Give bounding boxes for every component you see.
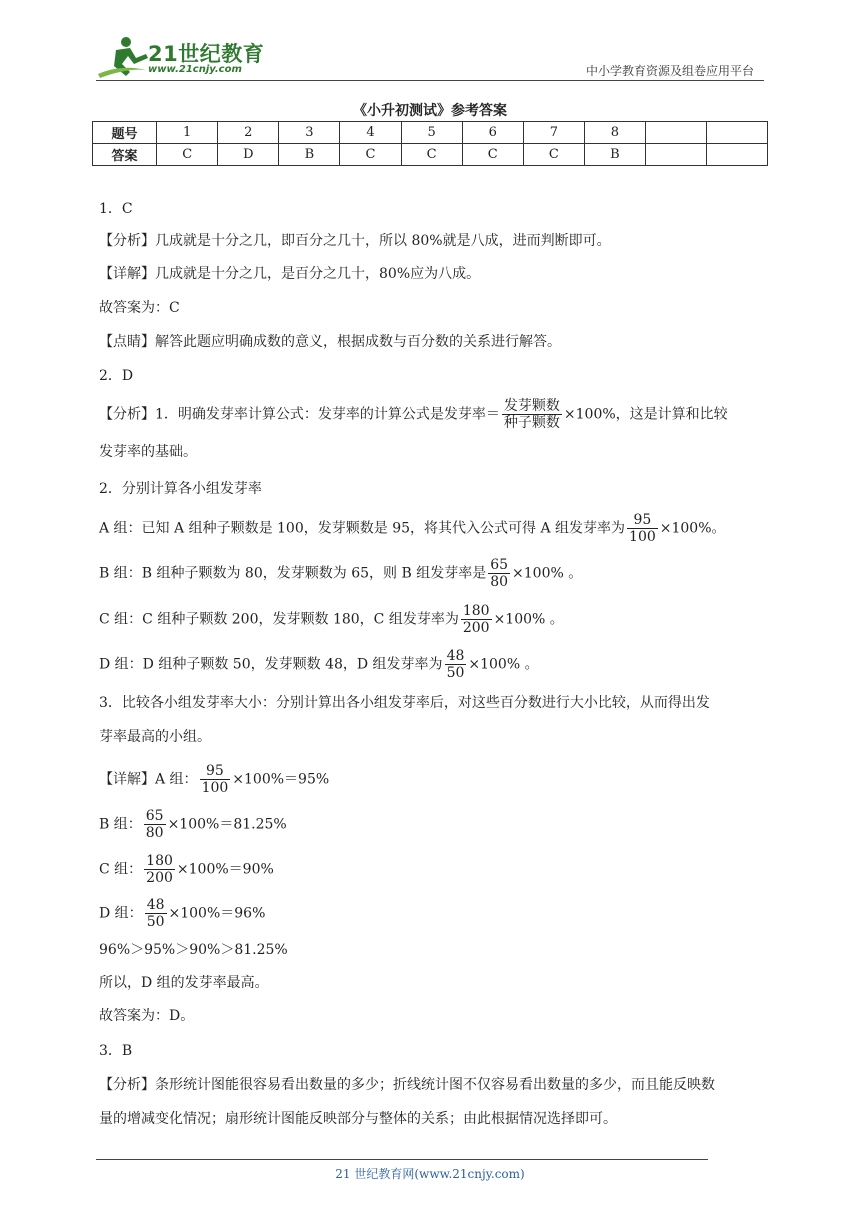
fraction-numerator: 48 [146, 897, 165, 913]
platform-name: 中小学教育资源及组卷应用平台 [585, 64, 754, 78]
q2-analysis-continued: 发芽率的基础。 [99, 444, 197, 460]
table-row-numbers [93, 122, 768, 144]
fraction-numerator: 65 [490, 557, 509, 573]
fraction-denominator: 100 [201, 780, 229, 796]
germination-formula-fraction [502, 398, 562, 431]
fraction-denominator: 50 [446, 665, 465, 681]
q1-tip: 【点睛】解答此题应明确成数的意义，根据成数与百分数的关系进行解答。 [99, 334, 561, 350]
answer-cell: B [279, 144, 340, 166]
logo-url: www.21cnjy.com [148, 64, 242, 75]
number-cell: 5 [401, 122, 462, 144]
detail-a-prefix: 【详解】A 组： [99, 771, 198, 788]
q2-group-a-line [99, 512, 726, 545]
q3-analysis-continued: 量的增减变化情况；扇形统计图能反映部分与整体的关系；由此根据情况选择即可。 [99, 1111, 617, 1127]
detail-a-result: ×100%＝95% [232, 771, 330, 788]
number-cell: 3 [279, 122, 340, 144]
fraction-c [461, 603, 492, 636]
number-cell: 1 [157, 122, 218, 144]
number-cell [706, 122, 767, 144]
q2-answer: 故答案为：D。 [99, 1008, 195, 1024]
group-c-suffix: ×100% 。 [493, 611, 564, 628]
q2-step2: 2．分别计算各小组发芽率 [99, 481, 262, 497]
page-title: 《小升初测试》参考答案 [353, 103, 507, 119]
number-cell: 2 [218, 122, 279, 144]
fraction-numerator: 95 [200, 763, 231, 780]
q2-step3: 3．比较各小组发芽率大小：分别计算出各小组发芽率后，对这些百分数进行大小比较，从而得出发 [99, 695, 710, 711]
q2-group-d-line [99, 648, 539, 681]
logo-text: 21世纪教育 [148, 42, 265, 66]
fraction-numerator: 95 [627, 512, 658, 529]
fraction-denominator: 80 [145, 825, 164, 841]
footer-divider [96, 1159, 708, 1160]
q2-comparison: 96%＞95%＞90%＞81.25% [99, 942, 288, 958]
group-b-suffix: ×100% 。 [512, 565, 583, 582]
number-cell [646, 122, 707, 144]
fraction-numerator: 180 [462, 603, 490, 619]
answer-cell: D [218, 144, 279, 166]
detail-b-prefix: B 组： [99, 816, 142, 833]
q3-analysis: 【分析】条形统计图能很容易看出数量的多少；折线统计图不仅容易看出数量的多少，而且能反映数 [99, 1077, 715, 1093]
q2-group-b-line [99, 557, 582, 590]
q3-heading: 3．B [99, 1043, 133, 1059]
number-cell: 7 [523, 122, 584, 144]
q2-conclusion: 所以，D 组的发芽率最高。 [99, 975, 269, 991]
q2-detail-a [99, 763, 329, 796]
fraction-denominator: 200 [146, 870, 173, 886]
fraction-b [144, 808, 166, 841]
table-row-answers [93, 144, 768, 166]
number-cell: 6 [462, 122, 523, 144]
detail-d-prefix: D 组： [99, 905, 143, 922]
q2-detail-d [99, 897, 265, 930]
q2-step3-continued: 芽率最高的小组。 [99, 729, 211, 745]
fraction-d [145, 897, 167, 930]
fraction-denominator: 80 [490, 574, 509, 590]
fraction-b [488, 557, 510, 590]
fraction-denominator: 种子颗数 [503, 415, 560, 431]
fraction-d [445, 648, 467, 681]
detail-b-result: ×100%＝81.25% [167, 816, 287, 833]
answer-cell: C [157, 144, 218, 166]
q1-detail: 【详解】几成就是十分之几，是百分之几十，80%应为八成。 [99, 266, 481, 282]
footer-link[interactable]: 21 世纪教育网(www.21cnjy.com) [335, 1167, 525, 1181]
answer-cell: C [401, 144, 462, 166]
q1-answer: 故答案为：C [99, 300, 180, 316]
fraction-numerator: 发芽颗数 [503, 398, 560, 414]
fraction-denominator: 100 [629, 529, 656, 545]
answer-cell: C [340, 144, 401, 166]
fraction-denominator: 200 [462, 620, 490, 636]
fraction-denominator: 50 [146, 914, 165, 930]
answer-table [92, 121, 768, 166]
number-cell: 4 [340, 122, 401, 144]
group-b-text: B 组：B 组种子颗数为 80，发芽颗数为 65，则 B 组发芽率是 [99, 565, 487, 582]
q2-analysis-text-tail: ×100%，这是计算和比较 [563, 406, 728, 423]
group-d-text: D 组：D 组种子颗数 50，发芽颗数 48，D 组发芽率为 [99, 656, 443, 673]
fraction-numerator: 65 [145, 808, 164, 824]
q1-analysis: 【分析】几成就是十分之几，即百分之几十，所以 80%就是八成，进而判断即可。 [99, 233, 611, 249]
answer-cell: C [462, 144, 523, 166]
group-c-text: C 组：C 组种子颗数 200，发芽颗数 180，C 组发芽率为 [99, 611, 459, 628]
q1-heading: 1．C [99, 201, 133, 217]
fraction-c [144, 853, 175, 886]
row-label-number: 题号 [93, 122, 157, 144]
number-cell: 8 [584, 122, 645, 144]
detail-d-result: ×100%＝96% [168, 905, 266, 922]
answer-cell [706, 144, 767, 166]
fraction-a [200, 763, 231, 796]
q2-detail-c [99, 853, 274, 886]
fraction-a [627, 512, 658, 545]
group-d-suffix: ×100% 。 [468, 656, 539, 673]
q2-heading: 2．D [99, 368, 134, 384]
answer-cell: C [523, 144, 584, 166]
q2-detail-b [99, 808, 287, 841]
q2-analysis-line [99, 398, 728, 431]
fraction-numerator: 180 [146, 853, 173, 869]
q2-group-c-line [99, 603, 564, 636]
fraction-numerator: 48 [446, 648, 465, 664]
group-a-suffix: ×100%。 [659, 520, 726, 537]
answer-cell [646, 144, 707, 166]
detail-c-prefix: C 组： [99, 861, 143, 878]
header-divider [96, 80, 764, 81]
answer-cell: B [584, 144, 645, 166]
q2-analysis-text: 【分析】1．明确发芽率计算公式：发芽率的计算公式是发芽率＝ [99, 406, 500, 423]
group-a-text: A 组：已知 A 组种子颗数是 100，发芽颗数是 95，将其代入公式可得 A 组发芽率为 [99, 520, 626, 537]
detail-c-result: ×100%＝90% [176, 861, 274, 878]
row-label-answer: 答案 [93, 144, 157, 166]
